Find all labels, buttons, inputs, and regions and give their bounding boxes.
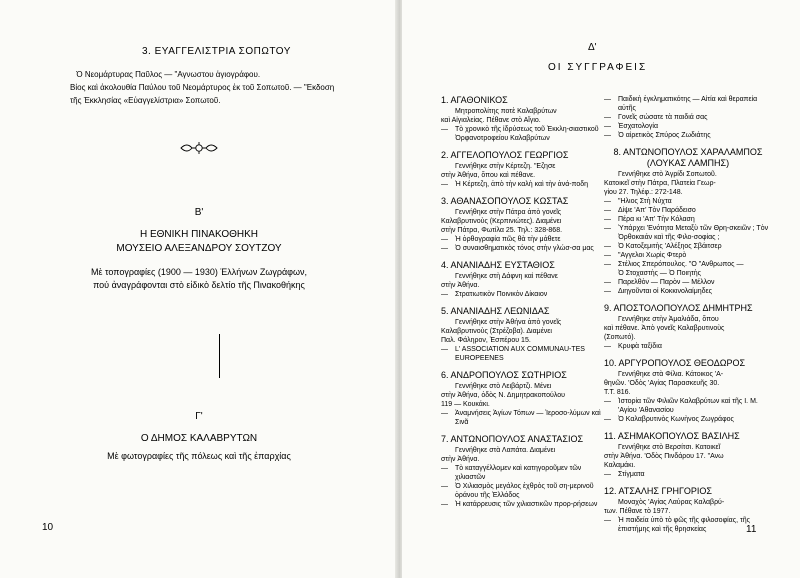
work-title: Τὸ χρονικὸ τῆς ἱδρύσεως τοῦ Ἐκκλη-σιαστικοῦ Ὀρφανοτροφείου Καλαβρύτων [455, 126, 599, 142]
author-entry [441, 370, 609, 427]
author-work: — "Ηλιος Στὴ Νύχτα [604, 197, 772, 206]
work-title: Ὁ αἱρετικὸς Σπύρος Ζωδιάτης [618, 132, 711, 139]
author-work: — Ἡ παιδεία ὑπὸ τὸ φῶς τῆς φιλοσοφίας, τῆς ἐπιστήμης καὶ τῆς θρησκείας [604, 516, 772, 534]
author-name: 3. ΑΘΑΝΑΣΟΠΟΥΛΟΣ ΚΩΣΤΑΣ [441, 196, 569, 206]
author-work: — Τὸ χρονικὸ τῆς ἱδρύσεως τοῦ Ἐκκλη-σιαστικοῦ Ὀρφανοτροφείου Καλαβρύτων [441, 125, 609, 143]
author-work: — Ἡ ὀρθογραφία πῶς θὰ τὴν μάθετε [441, 235, 609, 244]
author-name: 8. ΑΝΤΩΝΟΠΟΥΛΟΣ ΧΑΡΑΛΑΜΠΟΣ (ΛΟΥΚΑΣ ΛΑΜΠΗΣ) [613, 147, 763, 168]
work-title: Ἀναμνήσεις Ἁγίων Τόπων — Ἱεροσο-λύμων καὶ Σινᾶ [455, 410, 601, 426]
author-name: 12. ΑΤΣΑΛΗΣ ΓΡΗΓΟΡΙΟΣ [604, 486, 712, 496]
work-title: Ἡ παιδεία ὑπὸ τὸ φῶς τῆς φιλοσοφίας, τῆς ἐπιστήμης καὶ τῆς θρησκείας [618, 517, 751, 533]
author-entry [441, 95, 609, 143]
work-title: Ἐσχατολογία [618, 123, 659, 130]
author-work: — Κρυφὰ ταξίδια [604, 342, 772, 351]
author-bio: στὴν Ἀθήνα. [441, 282, 480, 289]
author-work: — Ἀναμνήσεις Ἁγίων Τόπων — Ἱεροσο-λύμων καὶ Σινᾶ [441, 409, 609, 427]
author-bio: στὴν Πάτρα, Φωτίλα 25. Τηλ.: 328-868. [441, 227, 563, 234]
author-work: — Ἡ κατάρρευσις τῶν χιλιαστικῶν προρ-ρήσεων [441, 500, 609, 509]
divider [219, 334, 220, 378]
author-entry [441, 434, 609, 509]
author-bio: Γεννήθηκε στὴ Δάφνη καὶ πέθανε [455, 273, 558, 280]
author-bio: Κατοικεῖ στὴν Πάτρα, Πλατεία Γεωρ- [604, 180, 716, 187]
author-bio: Γεννήθηκε στὰ Λαπάτα. Διαμένει [455, 447, 556, 454]
section3-line: Ὁ Νεομάρτυρας Παῦλος — "Αγνωστου ἁγιογράφου. [76, 70, 261, 79]
work-title: L' ASSOCIATION AUX COMMUNAU-TES EUROPEENES [455, 346, 585, 362]
author-work: — L' ASSOCIATION AUX COMMUNAU-TES EUROPEENES [441, 345, 609, 363]
author-bio: Γεννήθηκε στὸ Ἀγρίδι Σοπωτοῦ. [618, 171, 717, 178]
author-bio: στὴν Ἀθήνα. [441, 456, 480, 463]
section3-line: Βίος καὶ ἀκολουθία Παύλου τοῦ Νεομάρτυρος ἐκ τοῦ Σοπωτοῦ. — "Εκδοση [70, 83, 335, 92]
author-bio: Μοναχὸς 'Αγίας Λαύρας Καλαβρύ- [618, 499, 725, 506]
author-bio: Γεννήθηκε στὴν Ἀμαλιάδα, ὅπου [618, 316, 719, 323]
section-b [0, 206, 398, 292]
work-title: Παρελθὸν — Παρὸν — Μέλλον [618, 279, 715, 286]
work-title: Ὁ συναισθηματικὸς τόνος στὴν γλώσ-σα μας [455, 245, 594, 252]
work-title: Πέρα κι 'Απ' Τὴν Κόλαση [618, 216, 695, 223]
left-page [0, 0, 398, 578]
author-work [604, 269, 772, 278]
right-section-letter: Δ' [588, 42, 597, 53]
work-title: Γονεῖς σώσατε τὰ παιδιά σας [618, 114, 708, 121]
section-b-sub2: πού ἀναγράφονται στὸ εἰδικὸ δελτίο τῆς Πινακοθήκης [93, 280, 305, 290]
author-entry [604, 303, 772, 351]
author-work: — Ὁ αἱρετικὸς Σπύρος Ζωδιάτης [604, 131, 772, 140]
work-title: Ἡ Κέρτεζη, ἀπὸ τὴν καλὴ καὶ τὴν ἀνά-ποδη [455, 181, 589, 188]
author-bio: 119 — Κουκάκι. [441, 401, 490, 408]
author-work: — Στέλιος Σπερόπουλος. "Ο "Ανθρωπος — [604, 260, 772, 269]
author-name: 5. ΑΝΑΝΙΑΔΗΣ ΛΕΩΝΙΔΑΣ [441, 306, 550, 316]
ornament-icon [179, 141, 219, 155]
author-bio: Τ.Τ. 816. [604, 389, 631, 396]
author-bio: Γεννήθηκε στὴν Ἀθήνα ἀπὸ γονεῖς [455, 319, 562, 326]
author-work: — Ἡ Κέρτεζη, ἀπὸ τὴν καλὴ καὶ τὴν ἀνά-ποδη [441, 180, 609, 189]
author-work: — Ἐσχατολογία [604, 122, 772, 131]
work-title: Παιδικὴ ἐγκληματικότης — Αἰτία καὶ θεραπεία αὐτῆς [618, 96, 758, 112]
author-bio: Γεννήθηκε στὴν Πάτρα ἀπὸ γονεῖς [455, 209, 562, 216]
author-name: 9. ΑΠΟΣΤΟΛΟΠΟΥΛΟΣ ΔΗΜΗΤΡΗΣ [604, 303, 753, 313]
authors-column-2 [604, 95, 772, 541]
author-bio: καὶ πέθανε. Ἀπὸ γονεῖς Καλαβρυτινοὺς [604, 325, 725, 332]
work-title: Ὑπάρχει 'Ενότητα Μεταξὺ τῶν Θρη-σκειῶν ; Τὸν Ὀρθοκαιάν καὶ τῆς Φιλο-σοφίας ; [618, 225, 769, 241]
author-work: — Ἱστορία τῶν Φιλιῶν Καλαβρύτων καὶ τῆς Ι. Μ. 'Αγίου 'Αθανασίου [604, 397, 772, 415]
author-bio: στὴν Ἀθήνα, ὅπου καὶ πέθανε. [441, 172, 536, 179]
author-bio: Γεννήθηκε στὴν Κέρτεζη. "Εζησε [455, 163, 556, 170]
author-name: 2. ΑΓΓΕΛΟΠΟΥΛΟΣ ΓΕΩΡΓΙΟΣ [441, 150, 569, 160]
author-bio: Καλαβρυτινοὺς (Στρέζοβα). Διαμένει [441, 328, 552, 335]
author-entry [441, 306, 609, 363]
section3-heading: 3. ΕΥΑΓΓΕΛΙΣΤΡΙΑ ΣΟΠΩΤΟΥ [142, 46, 291, 57]
author-name: 10. ΑΡΓΥΡΟΠΟΥΛΟΣ ΘΕΟΔΩΡΟΣ [604, 358, 746, 368]
work-title: "Αγγελοι Χωρὶς Φτερὸ [618, 252, 687, 259]
author-entry [441, 196, 609, 253]
page-number-right: 11 [746, 524, 757, 535]
author-work: — Τὸ καταγγέλλομεν καὶ κατηγοροῦμεν τῶν χιλιαστῶν [441, 464, 609, 482]
section-b-title2: ΜΟΥΣΕΙΟ ΑΛΕΞΑΝΔΡΟΥ ΣΟΥΤΖΟΥ [116, 243, 282, 254]
author-work: — Δίψε 'Απ' Τὸν Παράδεισο [604, 206, 772, 215]
author-work: — Στίγματα [604, 470, 772, 479]
author-bio: γίου 27. Τηλέφ.: 272-148. [604, 189, 683, 196]
work-title: Ἡ ὀρθογραφία πῶς θὰ τὴν μάθετε [455, 236, 561, 243]
author-name: 11. ΑΣΗΜΑΚΟΠΟΥΛΟΣ ΒΑΣΙΛΗΣ [604, 431, 740, 441]
right-page-title: ΟΙ ΣΥΓΓΡΑΦΕΙΣ [548, 62, 648, 73]
work-title: Στίγματα [618, 471, 645, 478]
work-title: Ὁ Χιλιασμὸς μεγάλος ἐχθρὸς τοῦ ση-μερινοῦ ὁράνου τῆς Ἑλλάδος [455, 483, 594, 499]
author-entry [604, 358, 772, 424]
work-title: Ὁ Κατοξεμιτὴς 'Αλέξηος Σβάιτσερ [618, 243, 722, 250]
author-work: — Ὁ Καλαβρυτινὸς Κωνὴνος Ζωγράφος [604, 415, 772, 424]
author-work: — "Αγγελοι Χωρὶς Φτερὸ [604, 251, 772, 260]
author-work: — Ὁ Κατοξεμιτὴς 'Αλέξηος Σβάιτσερ [604, 242, 772, 251]
author-bio: (Σοπωτό). [604, 334, 636, 341]
author-bio: Γεννήθηκε στὸ Λειβάρτζι. Μένει [455, 383, 552, 390]
author-work: — Ὁ συναισθηματικὸς τόνος στὴν γλώσ-σα μας [441, 244, 609, 253]
author-work: — Πέρα κι 'Απ' Τὴν Κόλαση [604, 215, 772, 224]
author-work: — Διηγοῦνται οἱ Κοκκινολαίμηδες [604, 287, 772, 296]
work-title: Δίψε 'Απ' Τὸν Παράδεισο [618, 207, 696, 214]
work-title: Ὁ Στοχαστὴς — Ὁ Ποιητὴς [618, 270, 702, 277]
author-bio: θηνῶν. 'Οδὸς 'Αγίας Παρασκευῆς 30. [604, 380, 720, 387]
page-number-left: 10 [42, 522, 54, 533]
section3-line: τῆς Ἐκκλησίας «Εὐαγγελίστρια» Σοπωτοῦ. [70, 96, 221, 105]
author-work: — Γονεῖς σώσατε τὰ παιδιά σας [604, 113, 772, 122]
author-bio: στὴν Ἀθήνα. 'Οδὸς Πινδάρου 17. "Ανω [604, 453, 724, 460]
work-title: Ὁ Καλαβρυτινὸς Κωνὴνος Ζωγράφος [618, 416, 734, 423]
work-title: Τὸ καταγγέλλομεν καὶ κατηγοροῦμεν τῶν χιλιαστῶν [455, 465, 582, 481]
author-entry [441, 260, 609, 299]
author-bio: των. Πέθανε τὸ 1977. [604, 508, 671, 515]
section3-paragraph [70, 68, 372, 107]
section-c-sub1: Μὲ φωτογραφίες τῆς πόλεως καὶ τῆς ἐπαρχίας [107, 451, 291, 461]
author-work: — Ὑπάρχει 'Ενότητα Μεταξὺ τῶν Θρη-σκειῶν ; Τὸν Ὀρθοκαιάν καὶ τῆς Φιλο-σοφίας ; [604, 224, 772, 242]
author-work: — Στρατιωτικὸν Ποινικὸν Δίκαιον [441, 290, 609, 299]
author-work: — Ὁ Χιλιασμὸς μεγάλος ἐχθρὸς τοῦ ση-μερινοῦ ὁράνου τῆς Ἑλλάδος [441, 482, 609, 500]
section-b-letter: Β' [194, 207, 204, 218]
author-work: — Παρελθὸν — Παρὸν — Μέλλον [604, 278, 772, 287]
work-title: Στρατιωτικὸν Ποινικὸν Δίκαιον [455, 291, 548, 298]
author-entry [604, 147, 772, 296]
author-bio: Μητροπολίτης ποτὲ Καλαβρύτων [455, 108, 557, 115]
authors-column-1 [441, 95, 609, 516]
author-name: 6. ΑΝΔΡΟΠΟΥΛΟΣ ΣΩΤΗΡΙΟΣ [441, 370, 567, 380]
work-title: Ἡ κατάρρευσις τῶν χιλιαστικῶν προρ-ρήσεων [455, 501, 598, 508]
section-c-title1: Ο ΔΗΜΟΣ ΚΑΛΑΒΡΥΤΩΝ [140, 433, 258, 444]
author-work: — Παιδικὴ ἐγκληματικότης — Αἰτία καὶ θεραπεία αὐτῆς [604, 95, 772, 113]
continued-works [604, 95, 772, 140]
author-bio: Γεννήθηκε στὸ Βερσίτσι. Κατοικεῖ [618, 444, 721, 451]
author-entry [604, 431, 772, 479]
author-name: 1. ΑΓΑΘΟΝΙΚΟΣ [441, 95, 508, 105]
work-title: Ἱστορία τῶν Φιλιῶν Καλαβρύτων καὶ τῆς Ι. Μ. 'Αγίου 'Αθανασίου [618, 398, 758, 414]
author-name: 7. ΑΝΤΩΝΟΠΟΥΛΟΣ ΑΝΑΣΤΑΣΙΟΣ [441, 434, 584, 444]
author-name: 4. ΑΝΑΝΙΑΔΗΣ ΕΥΣΤΑΘΙΟΣ [441, 260, 555, 270]
section-c [0, 410, 398, 463]
work-title: Στέλιος Σπερόπουλος. "Ο "Ανθρωπος — [618, 261, 744, 268]
work-title: Διηγοῦνται οἱ Κοκκινολαίμηδες [618, 288, 713, 295]
work-title: "Ηλιος Στὴ Νύχτα [618, 198, 672, 205]
author-bio: Καλαβρυτινοὺς (Κερπινιώτες). Διαμένει [441, 218, 562, 225]
section-c-letter: Γ' [195, 411, 203, 422]
work-title: Κρυφὰ ταξίδια [618, 343, 662, 350]
author-bio: Παλ. Φάληρον, Ἐσπέρου 15. [441, 337, 531, 344]
section-b-sub1: Μὲ τοπογραφίες (1900 — 1930) Ἑλλήνων Ζωγράφων, [90, 267, 308, 277]
author-bio: Καλαμάκι. [604, 462, 636, 469]
author-bio: στὴν Ἀθήνα, ὁδὸς Ν. Δημητρακοπούλου [441, 392, 565, 399]
author-bio: καὶ Αἰγιαλείας. Πέθανε στὸ Αἴγιο. [441, 117, 541, 124]
author-bio: Γεννήθηκε στὰ Φίλια. Κάτοικος 'Α- [618, 371, 724, 378]
author-entry [441, 150, 609, 189]
section-b-title1: Η ΕΘΝΙΚΗ ΠΙΝΑΚΟΘΗΚΗ [139, 229, 259, 240]
